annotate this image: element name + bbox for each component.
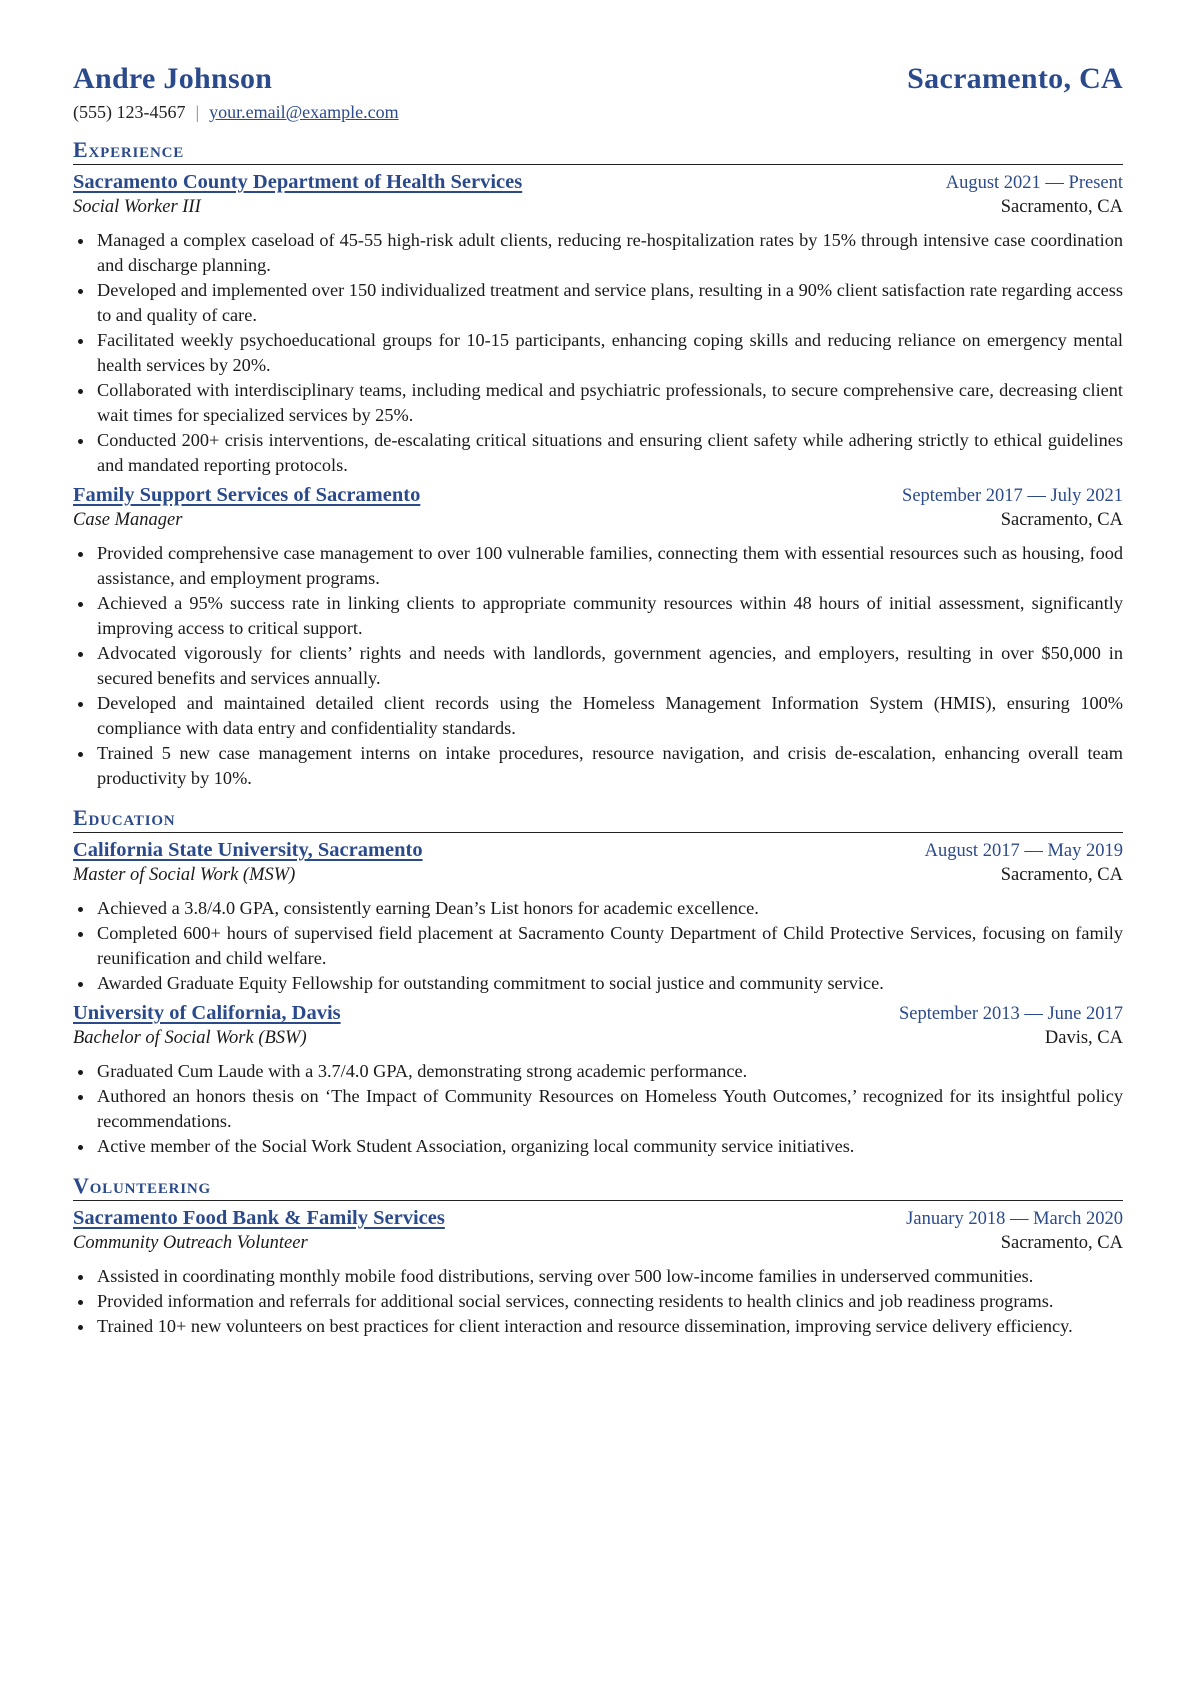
volunteering-entry [73,1207,1123,1339]
bullet-item: Facilitated weekly psychoeducational groups for 10-15 participants, enhancing coping skills and reducing reliance on emergency mental health services by 20%. [73,328,1123,378]
education-entry [73,1002,1123,1159]
section-title-volunteering: Volunteering [73,1173,1123,1201]
entry-location: Sacramento, CA [1000,510,1123,530]
job-title: Case Manager [73,510,183,530]
bullet-item: Developed and implemented over 150 individualized treatment and service plans, resulting in a 90% client satisfaction rate regarding access to and quality of care. [73,278,1123,328]
bullet-item: Provided information and referrals for additional social services, connecting residents to health clinics and job readiness programs. [73,1289,1123,1314]
resume-page [73,62,1123,1339]
phone-number: (555) 123-4567 [73,102,186,122]
bullet-item: Provided comprehensive case management to over 100 vulnerable families, connecting them with essential resources such as housing, food assistance, and employment programs. [73,541,1123,591]
entry-location: Sacramento, CA [1000,1233,1123,1253]
resume-header [73,62,1123,96]
bullet-item: Advocated vigorously for clients’ rights and needs with landlords, government agencies, and employers, resulting in over $50,000 in secured benefits and services annually. [73,641,1123,691]
section-title-education: Education [73,805,1123,833]
bullet-item: Developed and maintained detailed client records using the Homeless Management Information System (HMIS), ensuring 100% compliance with data entry and confidentiality standards. [73,691,1123,741]
bullet-item: Assisted in coordinating monthly mobile food distributions, serving over 500 low-income families in underserved communities. [73,1264,1123,1289]
contact-separator: | [195,102,200,122]
education-entry [73,839,1123,996]
bullet-item: Completed 600+ hours of supervised field placement at Sacramento County Department of Child Protective Services, focusing on family reunification and child welfare. [73,921,1123,971]
degree-title: Master of Social Work (MSW) [73,865,296,885]
bullet-item: Awarded Graduate Equity Fellowship for outstanding commitment to social justice and community service. [73,971,1123,996]
school-link[interactable]: California State University, Sacramento [73,839,423,861]
candidate-name: Andre Johnson [73,62,273,95]
experience-entry [73,484,1123,791]
entry-dates: September 2013 — June 2017 [898,1004,1123,1024]
section-title-experience: Experience [73,137,1123,165]
job-title: Social Worker III [73,197,201,217]
experience-entry [73,171,1123,478]
bullet-list [73,228,1123,478]
bullet-item: Collaborated with interdisciplinary teams, including medical and psychiatric professionals, to secure comprehensive care, decreasing client wait times for specialized services by 25%. [73,378,1123,428]
entry-location: Davis, CA [1044,1028,1123,1048]
bullet-item: Conducted 200+ crisis interventions, de-escalating critical situations and ensuring client safety while adhering strictly to ethical guidelines and mandated reporting protocols. [73,428,1123,478]
entry-location: Sacramento, CA [1000,865,1123,885]
bullet-item: Active member of the Social Work Student Association, organizing local community service initiatives. [73,1134,1123,1159]
candidate-location: Sacramento, CA [907,62,1123,95]
bullet-list [73,1059,1123,1159]
bullet-item: Graduated Cum Laude with a 3.7/4.0 GPA, demonstrating strong academic performance. [73,1059,1123,1084]
bullet-item: Trained 10+ new volunteers on best practices for client interaction and resource dissemination, improving service delivery efficiency. [73,1314,1123,1339]
bullet-item: Achieved a 3.8/4.0 GPA, consistently earning Dean’s List honors for academic excellence. [73,896,1123,921]
entry-location: Sacramento, CA [1000,197,1123,217]
entry-dates: August 2017 — May 2019 [924,841,1123,861]
bullet-item: Achieved a 95% success rate in linking clients to appropriate community resources within 48 hours of initial assessment, significantly improving access to critical support. [73,591,1123,641]
bullet-item: Managed a complex caseload of 45-55 high-risk adult clients, reducing re-hospitalization rates by 15% through intensive case coordination and discharge planning. [73,228,1123,278]
entry-dates: January 2018 — March 2020 [906,1209,1123,1229]
school-link[interactable]: University of California, Davis [73,1002,341,1024]
entry-dates: September 2017 — July 2021 [902,486,1123,506]
volunteer-role: Community Outreach Volunteer [73,1233,308,1253]
entry-dates: August 2021 — Present [945,173,1123,193]
bullet-item: Trained 5 new case management interns on intake procedures, resource navigation, and crisis de-escalation, enhancing overall team productivity by 10%. [73,741,1123,791]
bullet-item: Authored an honors thesis on ‘The Impact of Community Resources on Homeless Youth Outcomes,’ recognized for its insightful policy recommendations. [73,1084,1123,1134]
email-link[interactable]: your.email@example.com [209,102,399,122]
bullet-list [73,1264,1123,1339]
bullet-list [73,896,1123,996]
employer-link[interactable]: Sacramento County Department of Health Services [73,171,523,193]
degree-title: Bachelor of Social Work (BSW) [73,1028,307,1048]
contact-line [73,102,1123,123]
organization-link[interactable]: Sacramento Food Bank & Family Services [73,1207,445,1229]
employer-link[interactable]: Family Support Services of Sacramento [73,484,421,506]
bullet-list [73,541,1123,791]
